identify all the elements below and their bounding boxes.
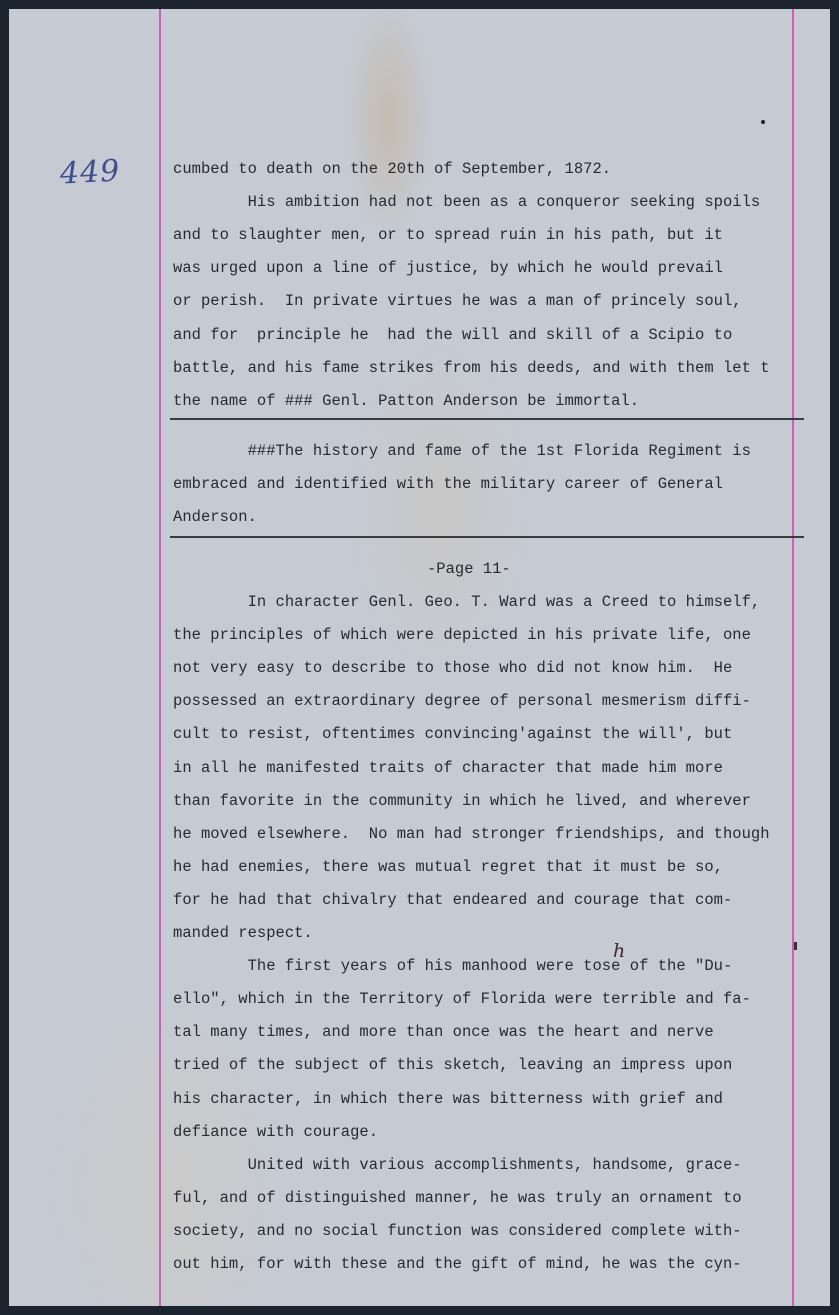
left-margin-line (159, 9, 161, 1306)
text-line: possessed an extraordinary degree of personal mesmerism diffi- (173, 692, 751, 711)
text-line: ello", which in the Territory of Florida were terrible and fa- (173, 990, 751, 1009)
text-line: ###The history and fame of the 1st Florida Regiment is (173, 442, 751, 460)
text-line: embraced and identified with the military career of General (173, 475, 723, 493)
text-line: His ambition had not been as a conqueror seeking spoils (173, 193, 761, 212)
text-line: The first years of his manhood were tose of the "Du- (173, 957, 733, 976)
text-line: cult to resist, oftentimes convincing'against the will', but (173, 725, 733, 744)
text-line: in all he manifested traits of character that made him more (173, 758, 723, 777)
text-line: he had enemies, there was mutual regret that it must be so, (173, 857, 723, 876)
text-line: and to slaughter men, or to spread ruin in his path, but it (173, 226, 723, 245)
page-label: -Page 11- (427, 560, 511, 578)
text-line: ful, and of distinguished manner, he was truly an ornament to (173, 1188, 742, 1207)
handwritten-page-number: 449 (59, 153, 122, 192)
text-line: Anderson. (173, 508, 257, 526)
text-line: the name of ### Genl. Patton Anderson be immortal. (173, 391, 640, 410)
text-line: he moved elsewhere. No man had stronger friendships, and though (173, 824, 770, 843)
text-line: was urged upon a line of justice, by which he would prevail (173, 259, 723, 278)
ink-dot (761, 120, 765, 124)
text-line: tal many times, and more than once was the heart and nerve (173, 1023, 714, 1042)
horizontal-rule (170, 418, 804, 420)
text-line: out him, for with these and the gift of mind, he was the cyn- (173, 1255, 742, 1273)
text-line: not very easy to describe to those who did not know him. He (173, 659, 733, 678)
text-line: and for principle he had the will and skill of a Scipio to (173, 325, 733, 344)
document-page (9, 9, 830, 1306)
text-line: than favorite in the community in which he lived, and wherever (173, 791, 751, 810)
text-line: or perish. In private virtues he was a man of princely soul, (173, 292, 742, 311)
text-line: for he had that chivalry that endeared and courage that com- (173, 890, 733, 909)
text-line: defiance with courage. (173, 1122, 379, 1141)
text-line: cumbed to death on the 20th of September, 1872. (173, 160, 612, 178)
text-line: the principles of which were depicted in his private life, one (173, 626, 751, 645)
text-line: In character Genl. Geo. T. Ward was a Creed to himself, (173, 593, 761, 611)
text-line: battle, and his fame strikes from his deeds, and with them let t (173, 358, 770, 377)
text-line: tried of the subject of this sketch, leaving an impress upon (173, 1056, 733, 1075)
text-line: United with various accomplishments, handsome, grace- (173, 1155, 742, 1174)
handwritten-correction: h (613, 940, 626, 962)
text-line: manded respect. (173, 924, 313, 942)
text-line: society, and no social function was considered complete with- (173, 1221, 742, 1240)
horizontal-rule (170, 536, 804, 538)
text-line: his character, in which there was bitterness with grief and (173, 1089, 723, 1108)
margin-tick (794, 942, 797, 950)
right-margin-line (792, 9, 794, 1306)
